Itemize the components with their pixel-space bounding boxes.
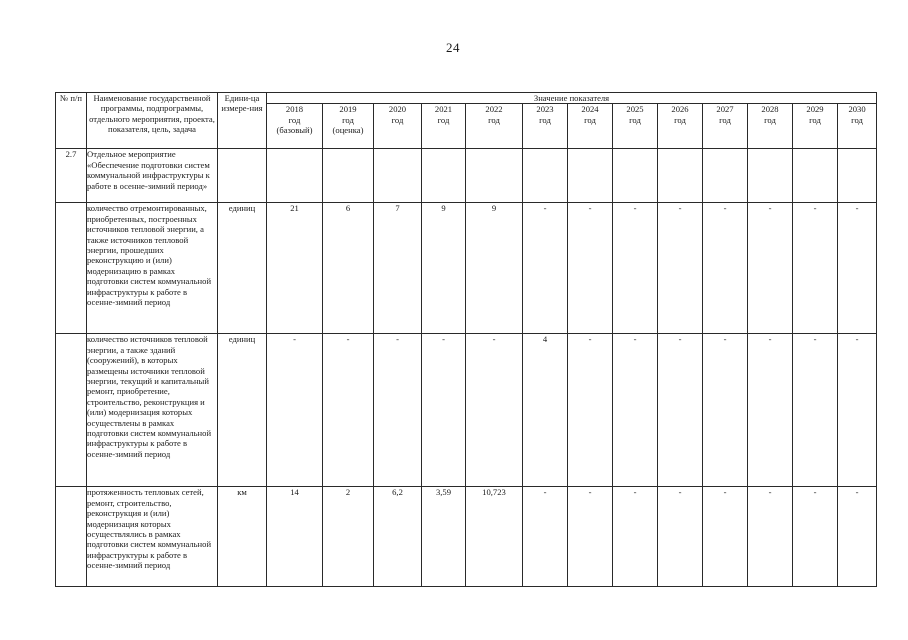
cell-value-2019: 6 bbox=[323, 203, 374, 334]
header-year-word: год bbox=[809, 114, 821, 125]
cell-value-2027: - bbox=[703, 487, 748, 587]
header-year-year: 2028 bbox=[761, 104, 779, 115]
cell-value-2019: - bbox=[323, 334, 374, 487]
header-unit: Едини-ца измере-ния bbox=[218, 93, 267, 149]
cell-value-2029: - bbox=[793, 334, 838, 487]
cell-value-2018: - bbox=[267, 334, 323, 487]
header-year-word: год bbox=[764, 114, 776, 125]
header-num: № п/п bbox=[56, 93, 87, 149]
header-year-note: (оценка) bbox=[332, 125, 364, 136]
row-indicator-heat-sources bbox=[56, 203, 877, 334]
cell-num: 2.7 bbox=[56, 149, 87, 203]
header-year-year: 2022 bbox=[485, 104, 503, 115]
cell-value-2025: - bbox=[613, 203, 658, 334]
cell-value-2029: - bbox=[793, 487, 838, 587]
cell-value-2018: 14 bbox=[267, 487, 323, 587]
cell-value-2023: - bbox=[523, 487, 568, 587]
cell-value-2022: - bbox=[466, 334, 523, 487]
header-year-2029 bbox=[793, 104, 838, 149]
header-year-word: год bbox=[584, 114, 596, 125]
cell-value-2024: - bbox=[568, 334, 613, 487]
header-year-word: год bbox=[851, 114, 863, 125]
header-year-year: 2019 bbox=[339, 104, 357, 115]
header-year-year: 2018 bbox=[285, 104, 304, 115]
header-year-word: год bbox=[342, 114, 354, 125]
row-indicator-heat-networks bbox=[56, 487, 877, 587]
table-body bbox=[56, 149, 877, 587]
cell-value-2023: - bbox=[523, 203, 568, 334]
cell-value-2020 bbox=[374, 149, 422, 203]
header-year-2027 bbox=[703, 104, 748, 149]
cell-value-2030: - bbox=[838, 334, 877, 487]
cell-value-2021: - bbox=[422, 334, 466, 487]
header-year-2021 bbox=[422, 104, 466, 149]
cell-value-2026: - bbox=[658, 487, 703, 587]
header-year-word: год bbox=[488, 114, 500, 125]
cell-value-2021: 3,59 bbox=[422, 487, 466, 587]
header-year-word: год bbox=[719, 114, 731, 125]
cell-num bbox=[56, 334, 87, 487]
row-indicator-heat-buildings bbox=[56, 334, 877, 487]
cell-value-2028: - bbox=[748, 487, 793, 587]
page-number: 24 bbox=[446, 40, 460, 55]
header-year-2019 bbox=[323, 104, 374, 149]
header-year-year: 2026 bbox=[671, 104, 689, 115]
header-year-word: год bbox=[288, 114, 301, 125]
header-year-word: год bbox=[539, 114, 551, 125]
cell-value-2026: - bbox=[658, 203, 703, 334]
header-year-word: год bbox=[437, 114, 450, 125]
cell-value-2025: - bbox=[613, 334, 658, 487]
cell-value-2023: 4 bbox=[523, 334, 568, 487]
cell-value-2020: 6,2 bbox=[374, 487, 422, 587]
header-year-2026 bbox=[658, 104, 703, 149]
cell-value-2026 bbox=[658, 149, 703, 203]
cell-value-2030: - bbox=[838, 203, 877, 334]
cell-num bbox=[56, 487, 87, 587]
cell-name: количество источников тепловой энергии, а также зданий (сооружений), в которых размещены источники тепловой энергии, текущий и капитальный ремонт, приобретение, строительство, реконструкция и (или) модернизация которых осуществлены в рамках подготовки систем коммунальной инфраструктуры к работе в осенне-зимний период bbox=[87, 334, 218, 487]
cell-value-2030 bbox=[838, 149, 877, 203]
cell-value-2028 bbox=[748, 149, 793, 203]
cell-name: протяженность тепловых сетей, ремонт, строительство, реконструкция и (или) модернизация которых осуществлялись в рамках подготовки систем коммунальной инфраструктуры к работе в осенне-зимний период bbox=[87, 487, 218, 587]
cell-value-2027 bbox=[703, 149, 748, 203]
header-year-2028 bbox=[748, 104, 793, 149]
cell-value-2029: - bbox=[793, 203, 838, 334]
cell-value-2018 bbox=[267, 149, 323, 203]
header-name: Наименование государственной программы, подпрограммы, отдельного мероприятия, проекта, показателя, цель, задача bbox=[87, 93, 218, 149]
cell-value-2030: - bbox=[838, 487, 877, 587]
cell-name: количество отремонтированных, приобретенных, построенных источников тепловой энергии, а также источников тепловой энергии, прошедших реконструкцию и (или) модернизацию в рамках подготовки систем коммунальной инфраструктуры к работе в осенне-зимний период bbox=[87, 203, 218, 334]
cell-name: Отдельное мероприятие «Обеспечение подготовки систем коммунальной инфраструктуры к работе в осенне-зимний период» bbox=[87, 149, 218, 203]
cell-unit: единиц bbox=[218, 334, 267, 487]
header-year-word: год bbox=[391, 114, 404, 125]
cell-value-2025 bbox=[613, 149, 658, 203]
header-year-year: 2027 bbox=[716, 104, 734, 115]
header-values-group: Значение показателя bbox=[267, 93, 877, 104]
cell-value-2019: 2 bbox=[323, 487, 374, 587]
header-year-2023 bbox=[523, 104, 568, 149]
cell-value-2021 bbox=[422, 149, 466, 203]
cell-value-2028: - bbox=[748, 203, 793, 334]
header-row-1 bbox=[56, 93, 877, 104]
indicators-table bbox=[55, 92, 877, 587]
cell-value-2019 bbox=[323, 149, 374, 203]
cell-value-2026: - bbox=[658, 334, 703, 487]
header-year-word: год bbox=[629, 114, 641, 125]
header-year-year: 2023 bbox=[536, 104, 554, 115]
cell-value-2029 bbox=[793, 149, 838, 203]
row-event-2-7 bbox=[56, 149, 877, 203]
header-year-year: 2020 bbox=[388, 104, 407, 115]
cell-value-2022 bbox=[466, 149, 523, 203]
cell-unit: единиц bbox=[218, 203, 267, 334]
header-year-2030 bbox=[838, 104, 877, 149]
cell-value-2023 bbox=[523, 149, 568, 203]
cell-value-2020: 7 bbox=[374, 203, 422, 334]
header-year-note: (базовый) bbox=[276, 125, 313, 136]
header-year-year: 2024 bbox=[581, 104, 599, 115]
cell-value-2020: - bbox=[374, 334, 422, 487]
cell-num bbox=[56, 203, 87, 334]
header-year-2018 bbox=[267, 104, 323, 149]
cell-value-2027: - bbox=[703, 334, 748, 487]
header-year-2022 bbox=[466, 104, 523, 149]
cell-value-2018: 21 bbox=[267, 203, 323, 334]
cell-value-2024: - bbox=[568, 487, 613, 587]
header-year-year: 2025 bbox=[626, 104, 644, 115]
cell-value-2028: - bbox=[748, 334, 793, 487]
header-year-2020 bbox=[374, 104, 422, 149]
cell-unit bbox=[218, 149, 267, 203]
cell-value-2025: - bbox=[613, 487, 658, 587]
cell-value-2022: 9 bbox=[466, 203, 523, 334]
cell-value-2024: - bbox=[568, 203, 613, 334]
header-year-year: 2029 bbox=[806, 104, 824, 115]
header-year-2024 bbox=[568, 104, 613, 149]
cell-value-2024 bbox=[568, 149, 613, 203]
header-year-word: год bbox=[674, 114, 686, 125]
cell-value-2022: 10,723 bbox=[466, 487, 523, 587]
header-year-year: 2021 bbox=[434, 104, 453, 115]
cell-value-2027: - bbox=[703, 203, 748, 334]
header-year-2025 bbox=[613, 104, 658, 149]
header-year-year: 2030 bbox=[848, 104, 866, 115]
cell-value-2021: 9 bbox=[422, 203, 466, 334]
cell-unit: км bbox=[218, 487, 267, 587]
